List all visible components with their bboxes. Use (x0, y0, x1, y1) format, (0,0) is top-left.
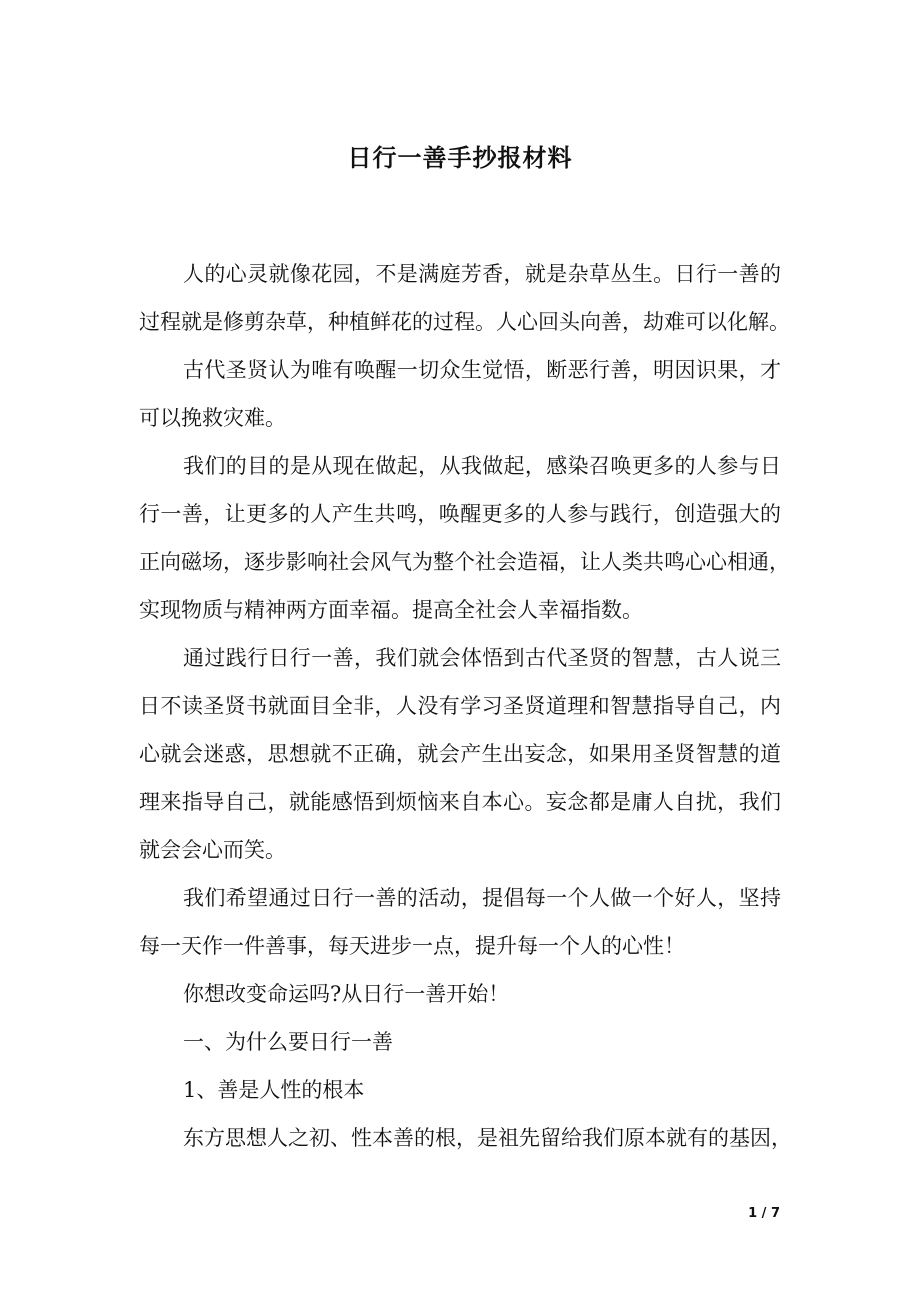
paragraph-line: 我们希望通过日行一善的活动，提倡每一个人做一个好人，坚持 (183, 886, 781, 910)
subsection-heading: 1、善是人性的根本 (183, 1078, 365, 1102)
paragraph-line: 心就会迷惑，思想就不正确，就会产生出妄念，如果用圣贤智慧的道 (139, 742, 781, 766)
page-number: 1 / 7 (748, 1206, 780, 1221)
paragraph-line: 过程就是修剪杂草，种植鲜花的过程。人心回头向善，劫难可以化解。 (139, 310, 790, 334)
paragraph-line: 每一天作一件善事，每天进步一点，提升每一个人的心性！ (139, 934, 685, 958)
paragraph-line: 就会会心而笑。 (139, 838, 286, 862)
section-heading: 一、为什么要日行一善 (183, 1030, 393, 1054)
document-title: 日行一善手抄报材料 (347, 144, 573, 172)
paragraph-line: 可以挽救灾难。 (139, 406, 286, 430)
paragraph-line: 东方思想人之初、性本善的根，是祖先留给我们原本就有的基因， (183, 1126, 792, 1150)
paragraph-line: 日不读圣贤书就面目全非，人没有学习圣贤道理和智慧指导自己，内 (139, 694, 781, 718)
paragraph-line: 古代圣贤认为唯有唤醒一切众生觉悟，断恶行善，明因识果，才 (183, 358, 781, 382)
paragraph-line: 正向磁场，逐步影响社会风气为整个社会造福，让人类共鸣心心相通， (139, 550, 790, 574)
paragraph-line: 你想改变命运吗?从日行一善开始！ (183, 982, 510, 1006)
paragraph-line: 实现物质与精神两方面幸福。提高全社会人幸福指数。 (139, 598, 643, 622)
paragraph-line: 我们的目的是从现在做起，从我做起，感染召唤更多的人参与日 (183, 454, 781, 478)
paragraph-line: 通过践行日行一善，我们就会体悟到古代圣贤的智慧，古人说三 (183, 646, 781, 670)
paragraph-line: 行一善，让更多的人产生共鸣，唤醒更多的人参与践行，创造强大的 (139, 502, 781, 526)
paragraph-line: 人的心灵就像花园，不是满庭芳香，就是杂草丛生。日行一善的 (183, 262, 781, 286)
paragraph-line: 理来指导自己，就能感悟到烦恼来自本心。妄念都是庸人自扰，我们 (139, 790, 781, 814)
